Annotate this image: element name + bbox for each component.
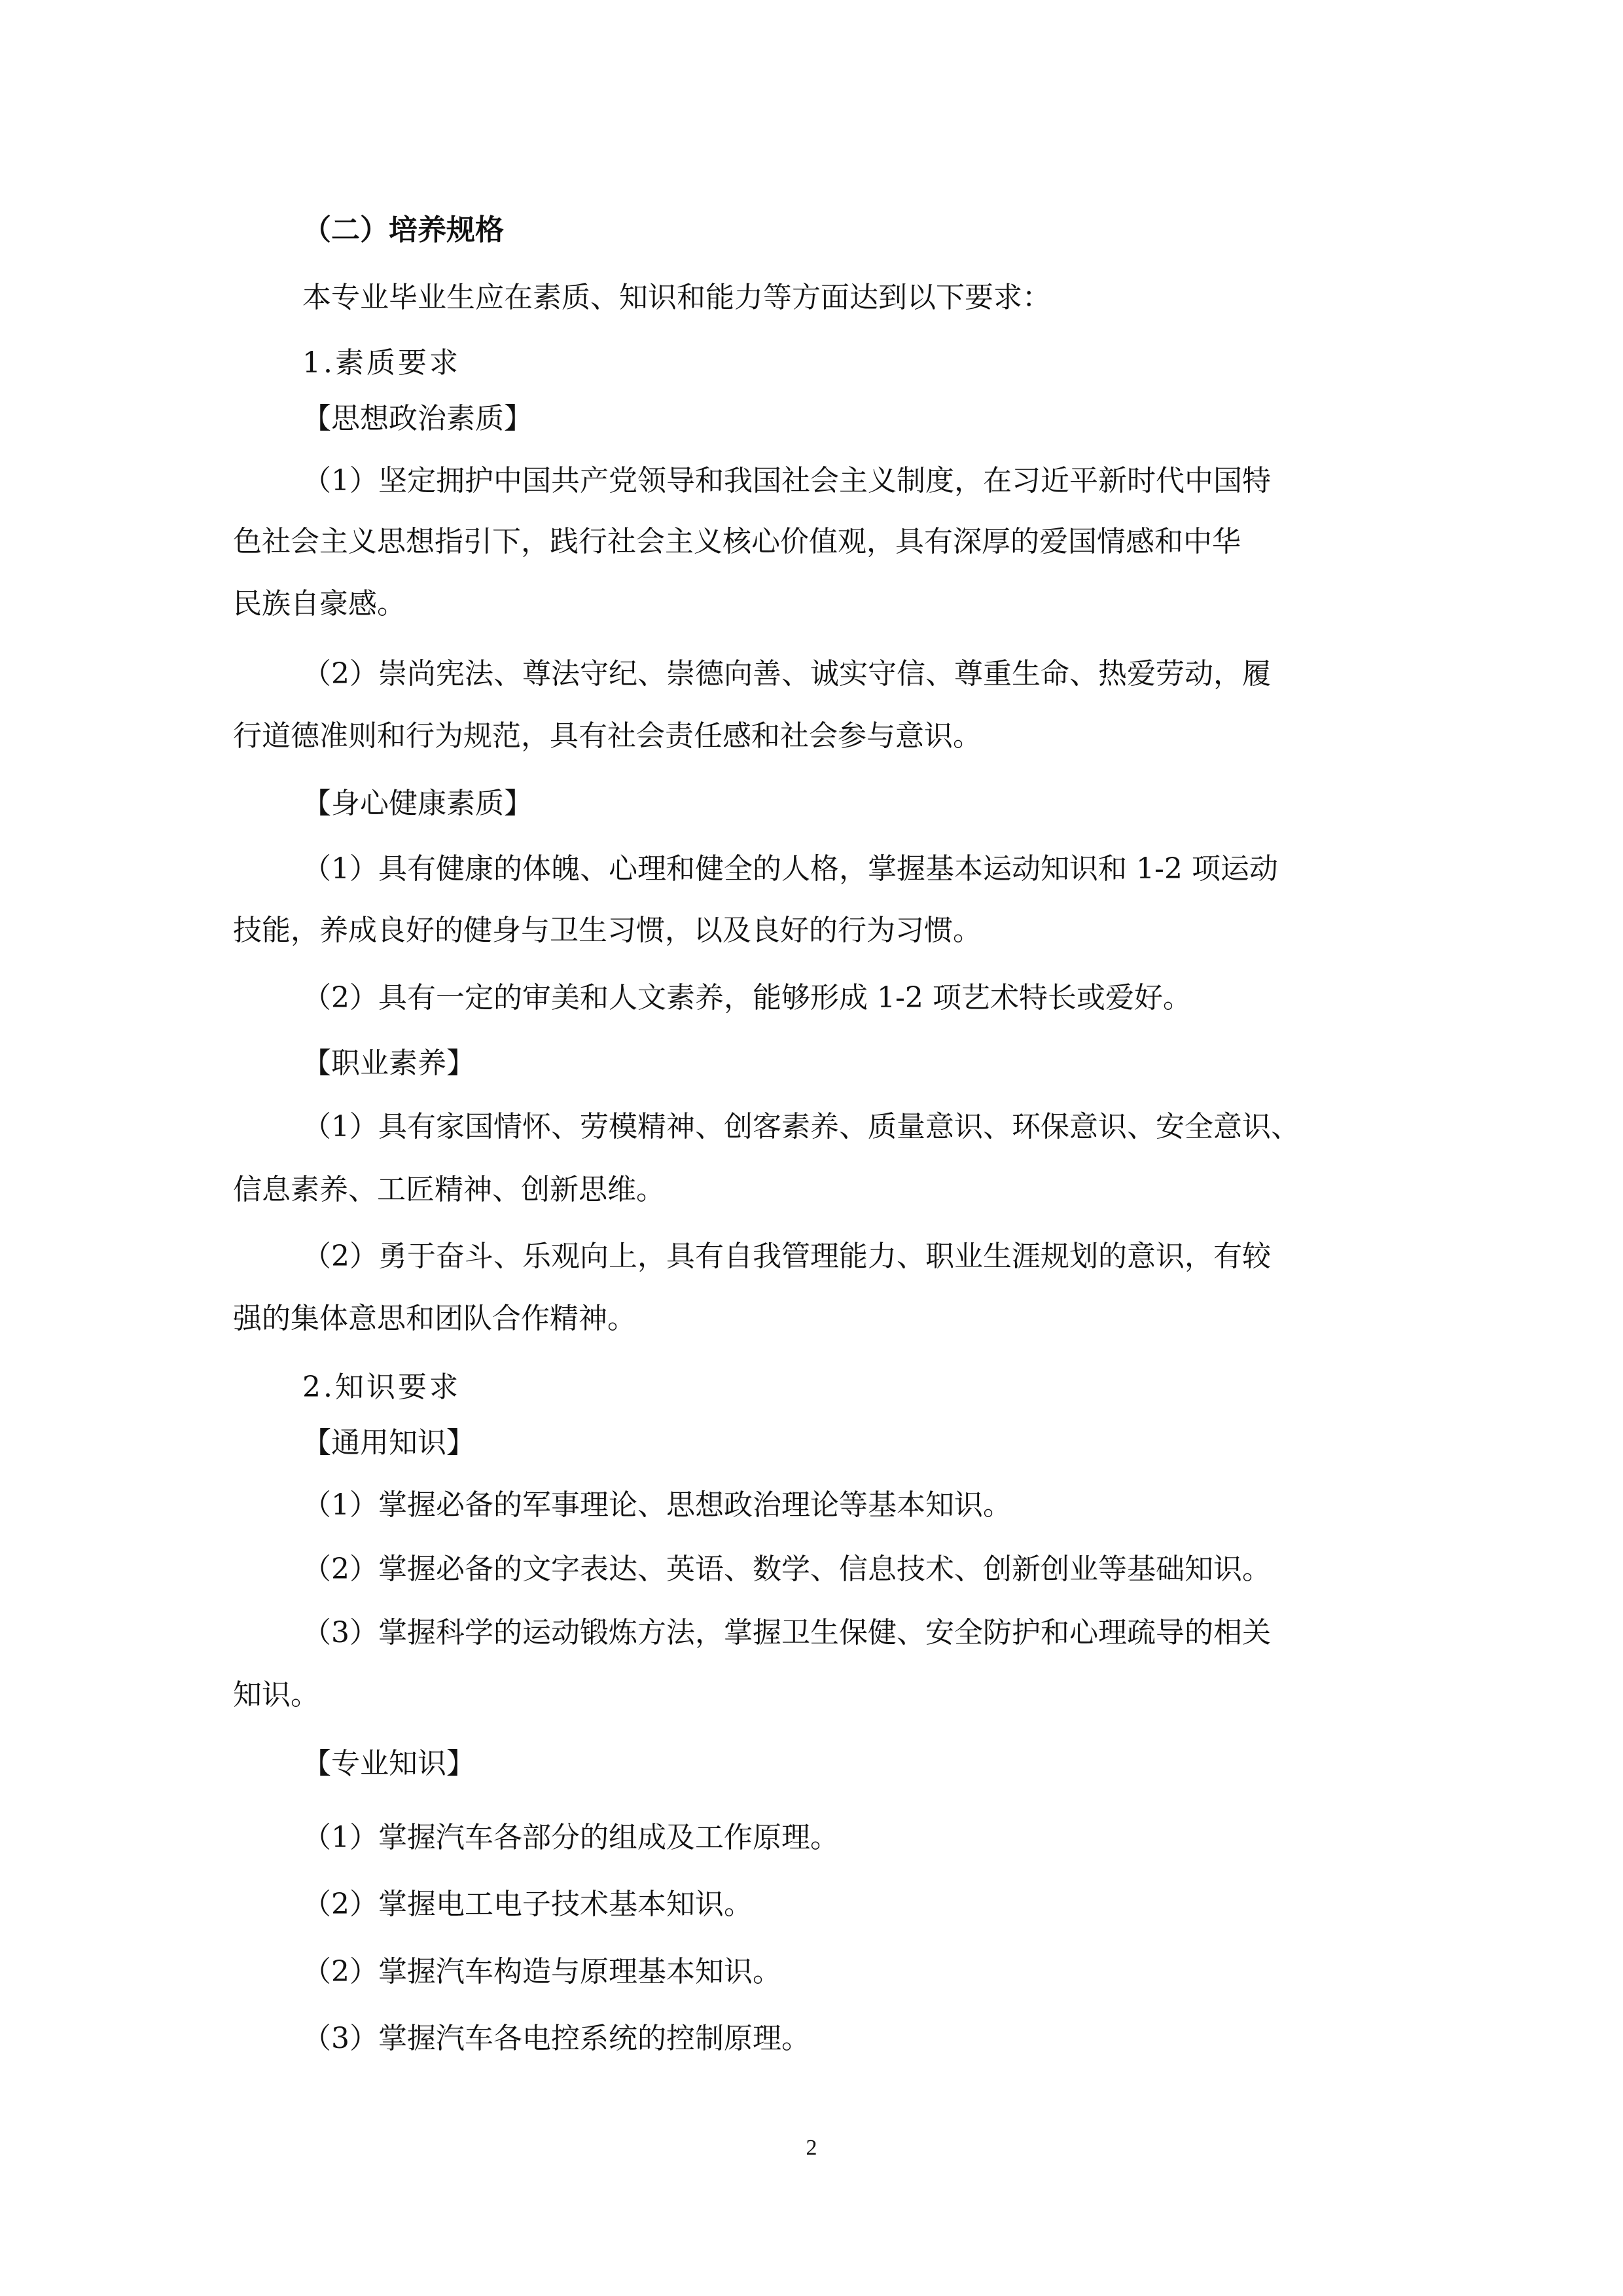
specialty-item: （3）掌握汽车各电控系统的控制原理。 xyxy=(302,2022,810,2055)
ideology-item1-line2: 色社会主义思想指引下，践行社会主义核心价值观，具有深厚的爱国情感和中华 xyxy=(233,525,1241,558)
general-item3-line1: （3）掌握科学的运动锻炼方法，掌握卫生保健、安全防护和心理疏导的相关 xyxy=(302,1616,1271,1649)
ideology-heading: 【思想政治素质】 xyxy=(302,402,533,435)
intro-paragraph: 本专业毕业生应在素质、知识和能力等方面达到以下要求： xyxy=(302,281,1051,314)
knowledge-requirements-title: 2.知识要求 xyxy=(302,1371,461,1404)
health-item2-line1: （2）具有一定的审美和人文素养，能够形成 1-2 项艺术特长或爱好。 xyxy=(302,981,1192,1014)
quality-requirements-title: 1.素质要求 xyxy=(302,346,461,380)
general-item1: （1）掌握必备的军事理论、思想政治理论等基本知识。 xyxy=(302,1488,1012,1522)
page-number: 2 xyxy=(806,2136,817,2160)
ideology-item2-line1: （2）崇尚宪法、尊法守纪、崇德向善、诚实守信、尊重生命、热爱劳动，履 xyxy=(302,657,1271,691)
general-item2: （2）掌握必备的文字表达、英语、数学、信息技术、创新创业等基础知识。 xyxy=(302,1552,1271,1586)
ideology-item2-line2: 行道德准则和行为规范，具有社会责任感和社会参与意识。 xyxy=(233,719,982,753)
professional-item2-line1: （2）勇于奋斗、乐观向上，具有自我管理能力、职业生涯规划的意识，有较 xyxy=(302,1240,1271,1273)
specialty-item: （2）掌握汽车构造与原理基本知识。 xyxy=(302,1955,781,1988)
specialty-knowledge-heading: 【专业知识】 xyxy=(302,1747,475,1780)
health-item1-line2: 技能，养成良好的健身与卫生习惯，以及良好的行为习惯。 xyxy=(233,914,982,947)
professional-heading: 【职业素养】 xyxy=(302,1047,475,1080)
professional-item2-line2: 强的集体意思和团队合作精神。 xyxy=(233,1302,636,1335)
general-item3-line2: 知识。 xyxy=(233,1678,319,1712)
section-heading: （二）培养规格 xyxy=(302,213,504,247)
ideology-item1-line1: （1）坚定拥护中国共产党领导和我国社会主义制度，在习近平新时代中国特 xyxy=(302,464,1271,497)
health-item1-line1: （1）具有健康的体魄、心理和健全的人格，掌握基本运动知识和 1-2 项运动 xyxy=(302,852,1278,886)
professional-item1-line2: 信息素养、工匠精神、创新思维。 xyxy=(233,1173,665,1206)
specialty-item: （1）掌握汽车各部分的组成及工作原理。 xyxy=(302,1821,839,1854)
health-heading: 【身心健康素质】 xyxy=(302,787,533,820)
ideology-item1-line3: 民族自豪感。 xyxy=(233,587,406,620)
professional-item1-line1: （1）具有家国情怀、劳模精神、创客素养、质量意识、环保意识、安全意识、 xyxy=(302,1110,1300,1143)
general-knowledge-heading: 【通用知识】 xyxy=(302,1426,475,1460)
specialty-item: （2）掌握电工电子技术基本知识。 xyxy=(302,1888,753,1921)
